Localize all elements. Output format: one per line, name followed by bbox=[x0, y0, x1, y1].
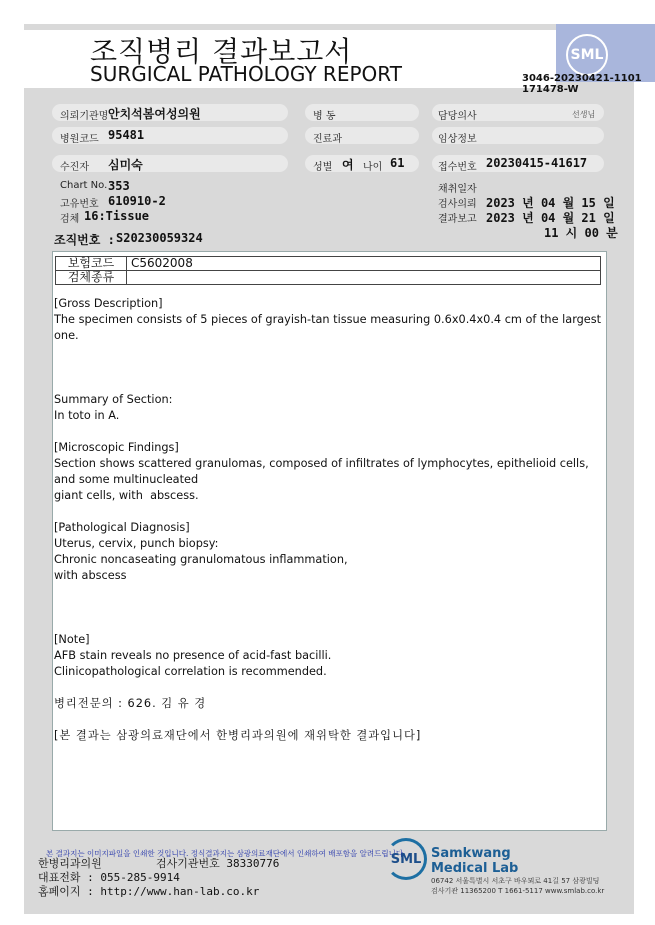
result-time-value: 11 시 00 분 bbox=[544, 226, 618, 240]
table-row bbox=[56, 271, 601, 285]
insurance-table bbox=[55, 256, 601, 285]
lab-name-line-2: Medical Lab bbox=[431, 861, 519, 876]
doctor-label: 담당의사 bbox=[438, 111, 477, 122]
diagnosis-heading: [Pathological Diagnosis] bbox=[54, 521, 190, 534]
note-line: AFB stain reveals no presence of acid-fast bacilli. bbox=[54, 649, 332, 662]
pathologist-signature: 병리전문의 : 626. 김 유 경 bbox=[54, 697, 207, 710]
footer-clinic: 한병리과의원 bbox=[38, 857, 102, 870]
specimen-type-label: 검체종류 bbox=[56, 271, 127, 285]
footer-homepage[interactable]: 홈페이지 : http://www.han-lab.co.kr bbox=[38, 885, 260, 898]
microscopic-text-cont: giant cells, with abscess. bbox=[54, 489, 199, 502]
collection-date-label: 채취일자 bbox=[438, 184, 477, 195]
hospital-code-value: 95481 bbox=[108, 128, 145, 142]
summary-text: In toto in A. bbox=[54, 409, 120, 422]
diagnosis-line: with abscess bbox=[54, 569, 127, 582]
note-line: Clinicopathological correlation is recommended. bbox=[54, 665, 327, 678]
report-body bbox=[52, 251, 607, 831]
hospital-code-label: 병원코드 bbox=[60, 134, 99, 145]
unique-no-value: 610910-2 bbox=[108, 194, 166, 208]
lab-contact: 검사기관 11365200 T 1661-5117 www.smlab.co.kr bbox=[431, 887, 605, 895]
institution-value: 안치석봄여성의원 bbox=[108, 107, 201, 121]
reference-line-2: 171478-W bbox=[522, 84, 579, 95]
samkwang-logo-icon: SML bbox=[385, 838, 427, 880]
insurance-code-value: C5602008 bbox=[127, 257, 601, 271]
sex-label: 성별 bbox=[313, 162, 333, 173]
chart-no-value: 353 bbox=[108, 179, 130, 193]
summary-heading: Summary of Section: bbox=[54, 393, 173, 406]
institution-label: 의뢰기관명 bbox=[60, 111, 109, 122]
receipt-value: 20230415-41617 bbox=[486, 156, 588, 170]
unique-no-label: 고유번호 bbox=[60, 199, 99, 210]
gross-text: The specimen consists of 5 pieces of grayish-tan tissue measuring 0.6x0.4x0.4 cm of the largest one. bbox=[54, 313, 605, 342]
footer-institution-no: 검사기관번호 38330776 bbox=[156, 857, 280, 870]
microscopic-heading: [Microscopic Findings] bbox=[54, 441, 179, 454]
tissue-no-label: 조직번호 : bbox=[54, 233, 115, 247]
sex-value: 여 bbox=[342, 158, 354, 172]
receipt-label: 접수번호 bbox=[438, 162, 477, 173]
clinical-info-label: 임상정보 bbox=[438, 134, 477, 145]
diagnosis-line: Chronic noncaseating granulomatous inflammation, bbox=[54, 553, 348, 566]
result-date-value: 2023 년 04 월 21 일 bbox=[486, 211, 615, 225]
patient-value: 심미숙 bbox=[108, 158, 143, 172]
report-text bbox=[54, 296, 605, 744]
doctor-suffix: 선생님 bbox=[572, 110, 596, 119]
gross-heading: [Gross Description] bbox=[54, 297, 163, 310]
footer-phone: 대표전화 : 055-285-9914 bbox=[38, 871, 180, 884]
tissue-no-value: S20230059324 bbox=[116, 231, 203, 245]
print-notice: 본 결과지는 이미지파일을 인쇄한 것입니다. 정식결과지는 삼광의료재단에서 인쇄하여 배포함을 알려드립니다. bbox=[46, 849, 406, 858]
specimen-value: 16:Tissue bbox=[84, 209, 150, 223]
lab-address: 06742 서울특별시 서초구 바우뫼로 41길 57 삼광빌딩 bbox=[431, 877, 600, 885]
lab-name-line-1: Samkwang bbox=[431, 846, 511, 861]
specimen-type-value bbox=[127, 271, 601, 285]
lab-address-block bbox=[431, 876, 604, 896]
request-date-label: 검사의뢰 bbox=[438, 199, 477, 210]
reference-line-1: 3046-20230421-1101 bbox=[522, 73, 642, 84]
age-label: 나이 bbox=[363, 162, 383, 173]
report-reference bbox=[522, 73, 642, 95]
chart-no-label: Chart No. bbox=[60, 180, 108, 191]
note-heading: [Note] bbox=[54, 633, 90, 646]
page-title-korean: 조직병리 결과보고서 bbox=[90, 35, 353, 68]
table-row bbox=[56, 257, 601, 271]
specimen-label: 검체 bbox=[60, 214, 80, 225]
result-date-label: 결과보고 bbox=[438, 214, 477, 225]
page-title-english: SURGICAL PATHOLOGY REPORT bbox=[90, 62, 402, 86]
patient-label: 수진자 bbox=[60, 162, 89, 173]
insurance-code-label: 보험코드 bbox=[56, 257, 127, 271]
request-date-value: 2023 년 04 월 15 일 bbox=[486, 196, 615, 210]
age-value: 61 bbox=[390, 156, 405, 170]
microscopic-text: Section shows scattered granulomas, composed of infiltrates of lymphocytes, epithelioid cells, and some multinucleated bbox=[54, 457, 593, 486]
department-label: 진료과 bbox=[313, 134, 342, 145]
ward-label: 병 동 bbox=[313, 111, 336, 122]
diagnosis-line: Uterus, cervix, punch biopsy: bbox=[54, 537, 219, 550]
final-statement: [본 결과는 삼광의료재단에서 한병리과의원에 재위탁한 결과입니다] bbox=[54, 729, 422, 742]
lab-name bbox=[431, 846, 518, 876]
sml-logo-icon: SML bbox=[566, 34, 608, 76]
